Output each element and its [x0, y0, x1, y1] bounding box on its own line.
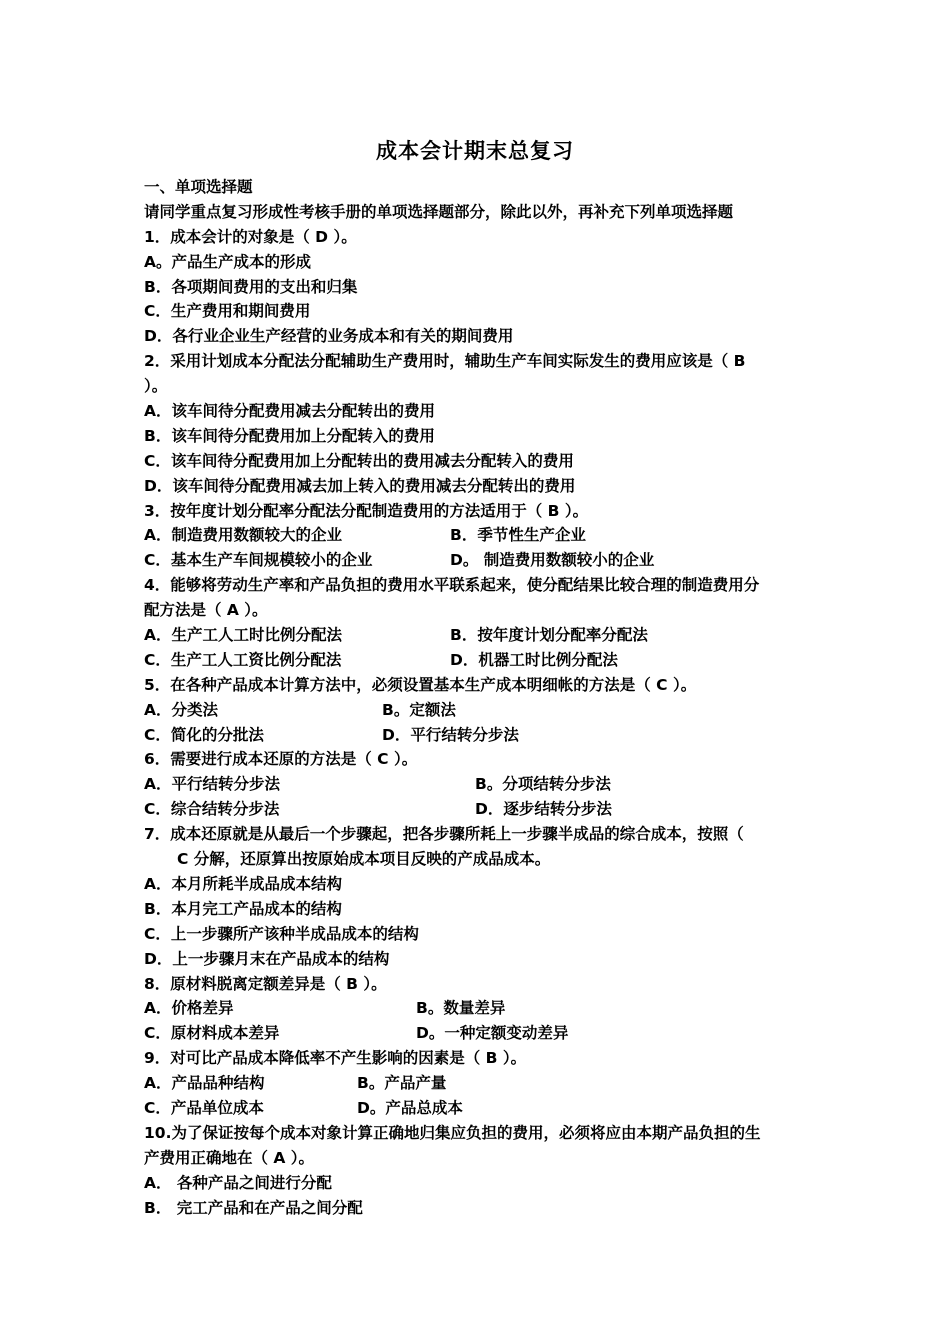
question-5-options-row-1 — [144, 698, 812, 723]
question-7-stem-line-2: C 分解，还原算出按原始成本项目反映的产成品成本。 — [177, 850, 551, 869]
question-6-option-b: B。分项结转分步法 — [475, 775, 611, 794]
question-9-option-c: C．产品单位成本 — [144, 1098, 264, 1117]
question-6-options-row-1 — [144, 772, 812, 797]
question-2-option-d: D．该车间待分配费用减去加上转入的费用减去分配转出的费用 — [144, 476, 576, 495]
question-9-stem: 9．对可比产品成本降低率不产生影响的因素是（ B ）。 — [144, 1049, 527, 1068]
question-9-options-row-1 — [144, 1071, 812, 1096]
question-1-option-a: A。产品生产成本的形成 — [144, 252, 311, 271]
question-5-stem: 5．在各种产品成本计算方法中，必须设置基本生产成本明细帐的方法是（ C ）。 — [144, 675, 697, 694]
question-6-option-d: D．逐步结转分步法 — [475, 800, 612, 819]
question-9-option-b: B。产品产量 — [357, 1074, 447, 1093]
question-6-stem: 6．需要进行成本还原的方法是（ C ）。 — [144, 750, 418, 769]
question-5-option-b: B。定额法 — [382, 700, 456, 719]
question-4-stem-line-2: 配方法是（ A ）。 — [144, 601, 268, 620]
question-1-option-c: C．生产费用和期间费用 — [144, 302, 311, 321]
question-3-option-a: A．制造费用数额较大的企业 — [144, 526, 342, 545]
question-2-stem-line-1: 2．采用计划成本分配法分配辅助生产费用时，辅助生产车间实际发生的费用应该是（ B — [144, 352, 746, 371]
question-3-options-row-1 — [144, 523, 812, 548]
question-4-option-b: B．按年度计划分配率分配法 — [450, 626, 648, 645]
question-8-options-row-1 — [144, 996, 812, 1021]
question-5-option-c: C．简化的分批法 — [144, 725, 264, 744]
question-3-option-b: B．季节性生产企业 — [450, 526, 586, 545]
question-9-options-row-2 — [144, 1096, 812, 1121]
question-2-stem-line-2: ）。 — [144, 377, 168, 396]
question-6-options-row-2 — [144, 797, 812, 822]
question-7-option-b: B．本月完工产品成本的结构 — [144, 899, 342, 918]
question-3-options-row-2 — [144, 548, 812, 573]
question-5-option-a: A．分类法 — [144, 700, 218, 719]
question-1-stem: 1．成本会计的对象是（ D ）。 — [144, 227, 357, 246]
question-10-option-a: A． 各种产品之间进行分配 — [144, 1173, 332, 1192]
question-6-option-c: C．综合结转分步法 — [144, 800, 280, 819]
question-2-option-c: C．该车间待分配费用加上分配转出的费用减去分配转入的费用 — [144, 451, 574, 470]
question-6-option-a: A．平行结转分步法 — [144, 775, 280, 794]
document-body — [144, 175, 812, 1220]
question-4-option-c: C．生产工人工资比例分配法 — [144, 650, 342, 669]
question-9-option-a: A．产品品种结构 — [144, 1074, 265, 1093]
question-8-option-a: A．价格差异 — [144, 999, 234, 1018]
question-10-stem-line-2: 产费用正确地在（ A ）。 — [144, 1148, 315, 1167]
question-1-option-b: B．各项期间费用的支出和归集 — [144, 277, 358, 296]
question-5-options-row-2 — [144, 723, 812, 748]
question-3-option-c: C．基本生产车间规模较小的企业 — [144, 551, 373, 570]
section-heading: 一、单项选择题 — [144, 178, 253, 196]
page-title: 成本会计期末总复习 — [376, 139, 574, 163]
question-7-option-d: D．上一步骤月末在产品成本的结构 — [144, 949, 390, 968]
question-2-option-a: A．该车间待分配费用减去分配转出的费用 — [144, 402, 435, 421]
intro-text: 请同学重点复习形成性考核手册的单项选择题部分，除此以外，再补充下列单项选择题 — [144, 202, 734, 221]
question-7-option-c: C．上一步骤所产该种半成品成本的结构 — [144, 924, 419, 943]
question-2-option-b: B．该车间待分配费用加上分配转入的费用 — [144, 426, 435, 445]
question-10-stem-line-1: 10.为了保证按每个成本对象计算正确地归集应负担的费用，必须将应由本期产品负担的生 — [144, 1123, 761, 1142]
question-10-option-b: B． 完工产品和在产品之间分配 — [144, 1198, 363, 1217]
question-4-option-a: A．生产工人工时比例分配法 — [144, 626, 342, 645]
question-5-option-d: D．平行结转分步法 — [382, 725, 519, 744]
question-8-stem: 8．原材料脱离定额差异是（ B ）。 — [144, 974, 387, 993]
question-3-option-d: D。 制造费用数额较小的企业 — [450, 551, 655, 570]
question-1-option-d: D．各行业企业生产经营的业务成本和有关的期间费用 — [144, 327, 514, 346]
question-9-option-d: D。产品总成本 — [357, 1098, 463, 1117]
question-8-option-d: D。一种定额变动差异 — [416, 1024, 569, 1043]
question-4-stem-line-1: 4．能够将劳动生产率和产品负担的费用水平联系起来，使分配结果比较合理的制造费用分 — [144, 576, 760, 595]
question-4-option-d: D．机器工时比例分配法 — [450, 650, 618, 669]
question-8-option-c: C．原材料成本差异 — [144, 1024, 280, 1043]
question-7-stem-line-1: 7．成本还原就是从最后一个步骤起，把各步骤所耗上一步骤半成品的综合成本，按照（ — [144, 825, 744, 844]
question-4-options-row-2 — [144, 648, 812, 673]
question-8-options-row-2 — [144, 1021, 812, 1046]
question-3-stem: 3．按年度计划分配率分配法分配制造费用的方法适用于（ B ）。 — [144, 501, 589, 520]
question-8-option-b: B。数量差异 — [416, 999, 506, 1018]
question-7-option-a: A．本月所耗半成品成本结构 — [144, 874, 342, 893]
question-4-options-row-1 — [144, 623, 812, 648]
